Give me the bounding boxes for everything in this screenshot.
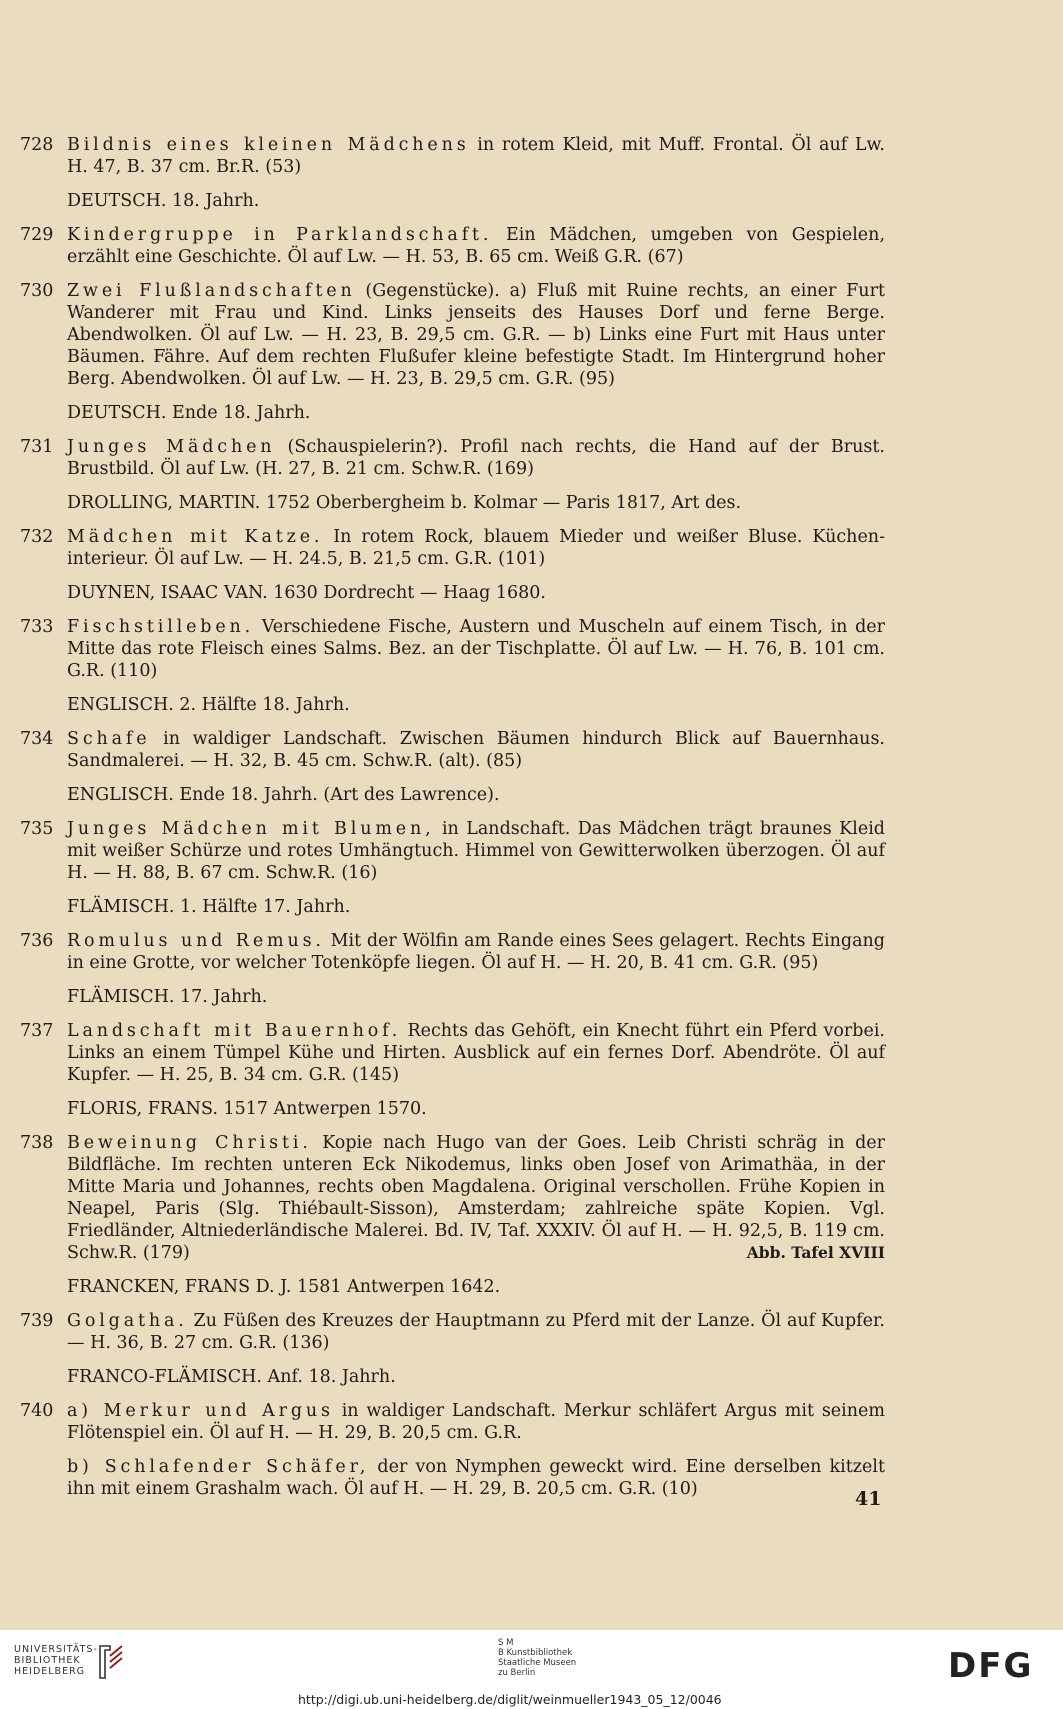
artist-heading: DROLLING, MARTIN. 1752 Oberbergheim b. Kolmar — Paris 1817, Art des. bbox=[67, 493, 742, 513]
smb-logo-line: Staatliche Museen bbox=[498, 1658, 577, 1668]
catalogue-entry bbox=[20, 280, 885, 390]
entry-description bbox=[67, 818, 885, 884]
entry-text: (Gegenstücke). a) Fluß mit Ruine rechts, an einer Furt Wanderer mit Frau und Kind. Links jenseits des Hauses Dorf und ferne Berge. Abendwolken. Öl auf Lw. — H. 23, B. 29,5 cm. G.R. — b) Links eine Furt mit Haus unter Bäumen. Fähre. Auf dem rechten Flußufer kleine befestigte Stadt. Im Hintergrund hoher Berg. Abendwolken. Öl auf Lw. — H. 23, B. 29,5 cm. G.R. (95) bbox=[67, 281, 885, 389]
entry-description bbox=[67, 616, 885, 682]
entry-number: 737 bbox=[20, 1021, 54, 1041]
artist-heading: ENGLISCH. Ende 18. Jahrh. (Art des Lawrence). bbox=[67, 785, 500, 805]
artist-heading: DUYNEN, ISAAC VAN. 1630 Dordrecht — Haag 1680. bbox=[67, 583, 546, 603]
entry-description bbox=[67, 1020, 885, 1086]
page-number: 41 bbox=[855, 1488, 882, 1510]
catalogue-entry bbox=[20, 224, 885, 268]
entry-text: Kopie nach Hugo van der Goes. Leib Christi schräg in der Bildfläche. Im rechten unteren Eck Nikodemus, links oben Josef von Arimathäa, in der Mitte Maria und Johannes, rechts oben Magdalena. Original verschollen. Frühe Kopien in Neapel, Paris (Slg. Thiébault-Sisson), Amsterdam; zahlreiche späte Kopien. Vgl. Friedländer, Altniederländische Malerei. Bd. IV, Taf. XXXIV. Öl auf H. — H. 92,5, B. 119 cm. Schw.R. (179) bbox=[67, 1133, 885, 1263]
entry-title: b) Schlafender Schäfer, bbox=[67, 1457, 370, 1477]
artist-heading: FLORIS, FRANS. 1517 Antwerpen 1570. bbox=[67, 1099, 427, 1119]
entry-title: Junges Mädchen mit Blumen, bbox=[67, 819, 435, 839]
catalogue-entry bbox=[20, 1020, 885, 1086]
footer-bar bbox=[0, 1630, 1063, 1709]
artist-heading: FRANCO-FLÄMISCH. Anf. 18. Jahrh. bbox=[67, 1367, 396, 1387]
entry-number: 740 bbox=[20, 1401, 54, 1421]
smb-logo-line: zu Berlin bbox=[498, 1668, 536, 1678]
catalogue-text bbox=[20, 134, 885, 1500]
entry-title: Schafe bbox=[67, 729, 151, 749]
catalogue-entry bbox=[20, 526, 885, 570]
entry-number: 738 bbox=[20, 1133, 54, 1153]
entry-description bbox=[67, 930, 885, 974]
library-logo-line: HEIDELBERG bbox=[14, 1666, 86, 1677]
library-emblem-icon bbox=[96, 1642, 126, 1682]
entry-number: 728 bbox=[20, 135, 54, 155]
entry-text: In rotem Rock, blauem Mieder und weißer Bluse. Küchen-interieur. Öl auf Lw. — H. 24.5, B. 21,5 cm. G.R. (101) bbox=[67, 527, 885, 569]
entry-number: 739 bbox=[20, 1311, 54, 1331]
entry-description bbox=[67, 280, 885, 390]
entry-number: 730 bbox=[20, 281, 54, 301]
entry-title: Zwei Flußlandschaften bbox=[67, 281, 356, 301]
catalogue-entry bbox=[20, 728, 885, 772]
artist-heading: FLÄMISCH. 17. Jahrh. bbox=[67, 987, 268, 1007]
entry-title: Kindergruppe in Parklandschaft. bbox=[67, 225, 493, 245]
entry-title: Landschaft mit Bauernhof. bbox=[67, 1021, 402, 1041]
entry-title: Golgatha. bbox=[67, 1311, 188, 1331]
entry-text: (Schauspielerin?). Profil nach rechts, die Hand auf der Brust. Brustbild. Öl auf Lw. (H. 27, B. 21 cm. Schw.R. (169) bbox=[67, 437, 885, 479]
entry-title: Fischstilleben. bbox=[67, 617, 255, 637]
entry-text: Ein Mädchen, umgeben von Gespielen, erzählt eine Geschichte. Öl auf Lw. — H. 53, B. 65 cm. Weiß G.R. (67) bbox=[67, 225, 886, 267]
entry-number: 736 bbox=[20, 931, 54, 951]
entry-number: 734 bbox=[20, 729, 54, 749]
permalink-url[interactable]: http://digi.ub.uni-heidelberg.de/diglit/weinmueller1943_05_12/0046 bbox=[298, 1692, 722, 1707]
catalogue-entry bbox=[20, 1310, 885, 1354]
smb-logo-line: S M bbox=[498, 1638, 514, 1648]
dfg-logo: DFG bbox=[948, 1646, 1034, 1686]
entry-text: Mit der Wölfin am Rande eines Sees gelagert. Rechts Eingang in eine Grotte, vor welcher Totenköpfe liegen. Öl auf H. — H. 20, B. 41 cm. G.R. (95) bbox=[67, 931, 885, 973]
library-logo-line: UNIVERSITÄTS- bbox=[14, 1644, 98, 1655]
artist-heading: FLÄMISCH. 1. Hälfte 17. Jahrh. bbox=[67, 897, 351, 917]
entry-number: 735 bbox=[20, 819, 54, 839]
catalogue-entry bbox=[20, 616, 885, 682]
entry-description bbox=[67, 1132, 885, 1264]
entry-text: Zu Füßen des Kreuzes der Hauptmann zu Pferd mit der Lanze. Öl auf Kupfer. — H. 36, B. 27 cm. G.R. (136) bbox=[67, 1311, 885, 1353]
entry-description bbox=[67, 728, 885, 772]
entry-title: Romulus und Remus. bbox=[67, 931, 325, 951]
entry-text: in waldiger Landschaft. Zwischen Bäumen hindurch Blick auf Bauernhaus. Sandmalerei. — H. 32, B. 45 cm. Schw.R. (alt). (85) bbox=[67, 729, 885, 771]
catalogue-entry bbox=[20, 436, 885, 480]
artist-heading: FRANCKEN, FRANS D. J. 1581 Antwerpen 1642. bbox=[67, 1277, 501, 1297]
smb-logo bbox=[498, 1638, 576, 1678]
entry-text: in waldiger Landschaft. Merkur schläfert Argus mit seinem Flötenspiel ein. Öl auf H. — H. 29, B. 20,5 cm. G.R. bbox=[67, 1401, 885, 1443]
entry-description bbox=[67, 134, 885, 178]
entry-title: Bildnis eines kleinen Mädchens bbox=[67, 135, 470, 155]
catalogue-entry bbox=[20, 1400, 885, 1444]
entry-title: Mädchen mit Katze. bbox=[67, 527, 324, 547]
entry-text: in Landschaft. Das Mädchen trägt braunes Kleid mit weißer Schürze und rotes Umhängtuch. Himmel von Gewitterwolken überzogen. Öl auf H. — H. 88, B. 67 cm. Schw.R. (16) bbox=[67, 819, 885, 883]
entry-number: 732 bbox=[20, 527, 54, 547]
entry-text: in rotem Kleid, mit Muff. Frontal. Öl auf Lw. H. 47, B. 37 cm. Br.R. (53) bbox=[67, 135, 885, 177]
smb-logo-line: B Kunstbibliothek bbox=[498, 1648, 573, 1658]
artist-heading: DEUTSCH. 18. Jahrh. bbox=[67, 191, 260, 211]
entry-description bbox=[67, 1310, 885, 1354]
catalogue-entry bbox=[20, 930, 885, 974]
entry-description bbox=[67, 526, 885, 570]
entry-title: a) Merkur und Argus bbox=[67, 1401, 334, 1421]
entry-description bbox=[67, 1400, 885, 1444]
library-logo-line: BIBLIOTHEK bbox=[14, 1655, 81, 1666]
entry-text: Rechts das Gehöft, ein Knecht führt ein Pferd vorbei. Links an einem Tümpel Kühe und Hirten. Ausblick auf ein fernes Dorf. Abendröte. Öl auf Kupfer. — H. 25, B. 34 cm. G.R. (145) bbox=[67, 1021, 885, 1085]
entry-number: 733 bbox=[20, 617, 54, 637]
entry-text: der von Nymphen geweckt wird. Eine derselben kitzelt ihn mit einem Grashalm wach. Öl auf H. — H. 29, B. 20,5 cm. G.R. (10) bbox=[67, 1457, 885, 1499]
entry-number: 731 bbox=[20, 437, 54, 457]
catalogue-entry bbox=[20, 1132, 885, 1264]
library-logo bbox=[14, 1644, 98, 1677]
entry-description bbox=[67, 224, 885, 268]
plate-reference: Abb. Tafel XVIII bbox=[746, 1243, 885, 1262]
entry-description bbox=[67, 436, 885, 480]
catalogue-sub-entry bbox=[67, 1456, 885, 1500]
entry-title: Junges Mädchen bbox=[67, 437, 276, 457]
artist-heading: ENGLISCH. 2. Hälfte 18. Jahrh. bbox=[67, 695, 350, 715]
entry-title: Beweinung Christi. bbox=[67, 1133, 312, 1153]
entry-number: 729 bbox=[20, 225, 54, 245]
entry-text: Verschiedene Fische, Austern und Muscheln auf einem Tisch, in der Mitte das rote Fleisch eines Salms. Bez. an der Tischplatte. Öl auf Lw. — H. 76, B. 101 cm. G.R. (110) bbox=[67, 617, 885, 681]
artist-heading: DEUTSCH. Ende 18. Jahrh. bbox=[67, 403, 311, 423]
catalogue-entry bbox=[20, 134, 885, 178]
catalogue-entry bbox=[20, 818, 885, 884]
